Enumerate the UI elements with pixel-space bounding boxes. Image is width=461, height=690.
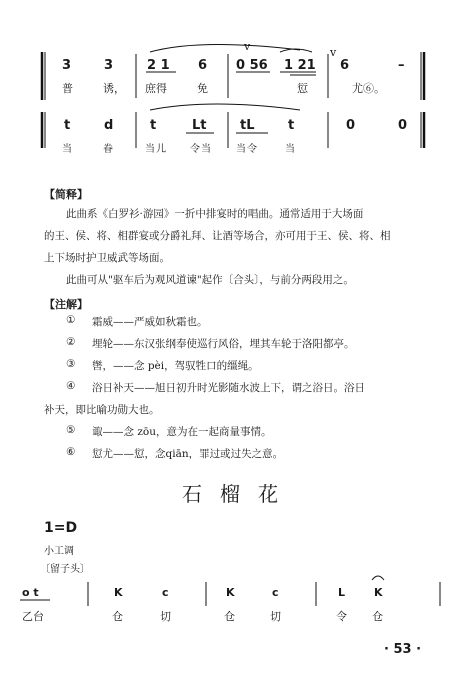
score-bottom-symbol: K [226,586,235,599]
score-top-number: 1 21 [284,58,316,73]
score-bottom-symbol: c [162,586,169,599]
score-top-lyric: 诱， [103,82,125,95]
score-percussion-lyric: 当 [62,144,73,155]
score-percussion-symbol: 0 [346,118,356,133]
breath-mark: v [244,40,251,53]
page-number: · 53 · [384,642,422,657]
score-percussion-lyric: 眷 [103,144,114,155]
score-bottom-symbol: L [338,586,346,599]
breath-mark: v [330,46,337,59]
score-bottom-lyric: 乙台 [22,610,44,623]
score-bottom-lyric: 仓 [372,610,383,623]
score-bottom-symbol: K [374,586,383,599]
brief-notes-line: 此曲可从"驱车后为观风道谏"起作〔合头〕，与前分两段用之。 [66,274,354,286]
annotation-mark: ① [66,314,76,326]
score-bottom-lyric: 仓 [112,610,123,623]
annotations-heading: 【注解】 [44,298,88,311]
score-top-lyric: 尤⑥。 [352,82,385,95]
score-bottom-lyric: 令 [336,610,347,623]
section-label: 〔留子头〕 [40,564,90,575]
piece-title: 石榴花 [182,482,296,506]
annotation-mark: ⑤ [66,424,76,436]
score-bottom-symbol: o t [22,586,39,599]
score-bottom-lyric: 切 [160,610,171,623]
score-bottom-symbol: K [114,586,123,599]
brief-notes-line: 的王、侯、将、相群宴或分爵礼拜、让酒等场合，亦可用于王、侯、将、相 [44,230,391,242]
score-top-number: – [398,58,405,73]
annotation-text: 埋轮——东汉张纲奉使巡行风俗，埋其车轮于洛阳都亭。 [92,338,355,350]
score-percussion-lyric: 当令 [236,144,258,155]
score-percussion-lyric: 当儿 [145,144,167,155]
annotation-text: 愆尤——愆，念qiān，罪过或过失之意。 [92,448,284,460]
annotation-mark: ④ [66,380,76,392]
brief-notes-line: 此曲系《白罗衫·游园》一折中排宴时的唱曲。通常适用于大场面 [66,208,364,220]
annotation-mark: ② [66,336,76,348]
score-percussion-symbol: Lt [192,118,207,133]
score-percussion-symbol: t [64,118,71,133]
score-bottom-lyric: 仓 [224,610,235,623]
score-percussion-lyric: 当 [285,144,296,155]
annotation-continuation: 补天，即比喻功勋大也。 [44,404,160,416]
score-percussion-symbol: t [150,118,157,133]
key-signature: 1=D [44,520,78,536]
score-bottom-lyric: 切 [270,610,281,623]
brief-notes-line: 上下场时护卫威武等场面。 [44,252,170,264]
score-top-number: 3 [104,58,114,73]
annotation-text: 辔，——念 pèi，驾驭牲口的缰绳。 [92,360,259,372]
score-top-lyric: 愆 [297,82,308,95]
score-top-lyric: 免 [197,82,208,95]
score-percussion-symbol: d [104,118,114,133]
score-bottom-symbol: c [272,586,279,599]
score-top-number: 0 56 [236,58,268,73]
score-percussion-symbol: tL [240,118,255,133]
annotation-text: 诹——念 zōu，意为在一起商量事情。 [92,426,272,438]
score-percussion-symbol: t [288,118,295,133]
brief-notes-heading: 【简释】 [44,188,88,201]
annotation-mark: ⑥ [66,446,76,458]
score-top-number: 6 [198,58,208,73]
score-top-lyric: 庶得 [145,82,167,95]
score-top-number: 2 1 [147,58,170,73]
score-percussion-lyric: 令当 [190,144,212,155]
annotation-text: 霜威——严威如秋霜也。 [92,316,208,328]
score-top-number: 6 [340,58,350,73]
annotation-mark: ③ [66,358,76,370]
score-top-number: 3 [62,58,72,73]
tuning-label: 小工调 [44,546,74,557]
score-top-lyric: 普 [62,82,73,95]
annotation-text: 浴日补天——旭日初升时光影随水波上下，谓之浴日。浴日 [92,382,365,394]
score-percussion-symbol: 0 [398,118,408,133]
